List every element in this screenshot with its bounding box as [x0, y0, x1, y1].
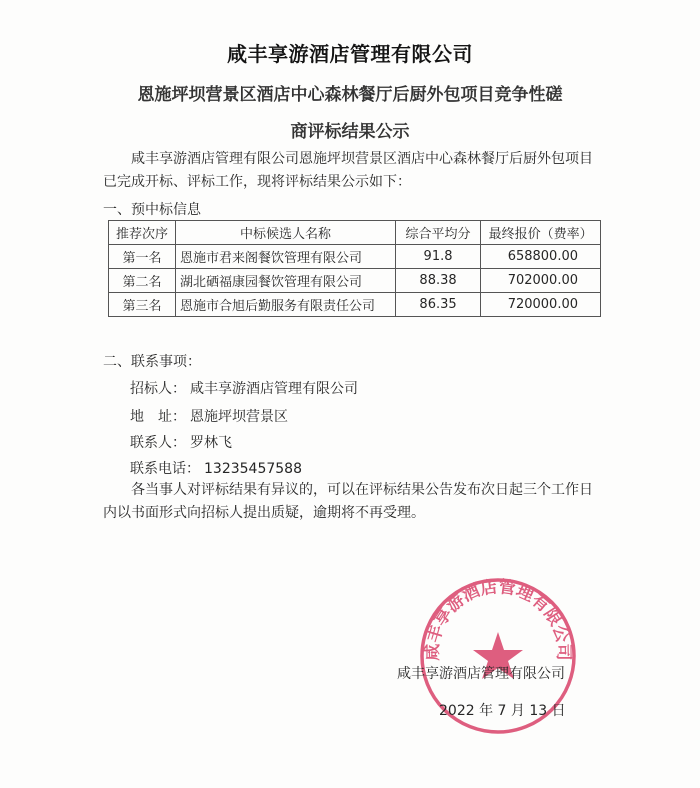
- cell-rank: 第三名: [109, 293, 176, 317]
- phone-value: 13235457588: [204, 461, 302, 477]
- contact-phone: [130, 458, 302, 478]
- header-rank: 推荐次序: [109, 221, 176, 245]
- contact-person: [130, 432, 232, 452]
- contact-address: [130, 406, 288, 426]
- seal-text: 咸丰享游酒店管理有限公司: [422, 577, 574, 661]
- issuer-signature: 咸丰享游酒店管理有限公司: [397, 666, 565, 682]
- intro-text: 咸丰享游酒店管理有限公司恩施坪坝营景区酒店中心森林餐厅后厨外包项目已完成开标、评标工作，现将评标结果公示如下：: [103, 151, 593, 190]
- cell-price: 720000.00: [481, 293, 601, 317]
- contact-person-value: 罗林飞: [190, 435, 232, 451]
- address-label: 地 址：: [130, 409, 186, 425]
- address-value: 恩施坪坝营景区: [190, 409, 288, 425]
- cell-rank: 第二名: [109, 269, 176, 293]
- table-row: [109, 245, 601, 269]
- bid-result-table: [108, 220, 601, 317]
- cell-rank: 第一名: [109, 245, 176, 269]
- table-row: [109, 293, 601, 317]
- intro-paragraph: [103, 148, 603, 194]
- issue-date: 2022 年 7 月 13 日: [439, 703, 566, 719]
- contact-tenderer: [130, 378, 358, 398]
- cell-candidate-name: 恩施市合旭后勤服务有限责任公司: [176, 293, 396, 317]
- phone-label: 联系电话：: [130, 461, 200, 477]
- cell-price: 658800.00: [481, 245, 601, 269]
- tenderer-label: 招标人：: [130, 381, 186, 397]
- objection-notice: [103, 479, 593, 525]
- tenderer-value: 咸丰享游酒店管理有限公司: [190, 381, 358, 397]
- table-header-row: [109, 221, 601, 245]
- cell-score: 91.8: [395, 245, 480, 269]
- cell-price: 702000.00: [481, 269, 601, 293]
- project-title-line2: 商评标结果公示: [290, 122, 410, 142]
- contact-person-label: 联系人：: [130, 435, 186, 451]
- header-average-score: 综合平均分: [395, 221, 480, 245]
- cell-candidate-name: 湖北硒福康园餐饮管理有限公司: [176, 269, 396, 293]
- header-final-price: 最终报价（费率）: [481, 221, 601, 245]
- notice-text: 各当事人对评标结果有异议的，可以在评标结果公告发布次日起三个工作日内以书面形式向招标人提出质疑，逾期将不再受理。: [103, 482, 593, 521]
- section-heading-bid-info: 一、预中标信息: [103, 202, 201, 218]
- project-title-line1: 恩施坪坝营景区酒店中心森林餐厅后厨外包项目竞争性磋: [137, 85, 563, 105]
- cell-score: 86.35: [395, 293, 480, 317]
- header-candidate-name: 中标候选人名称: [176, 221, 396, 245]
- cell-candidate-name: 恩施市君来阁餐饮管理有限公司: [176, 245, 396, 269]
- company-title: 咸丰享游酒店管理有限公司: [227, 42, 473, 66]
- section-heading-contact: 二、联系事项：: [103, 354, 201, 370]
- cell-score: 88.38: [395, 269, 480, 293]
- table-row: [109, 269, 601, 293]
